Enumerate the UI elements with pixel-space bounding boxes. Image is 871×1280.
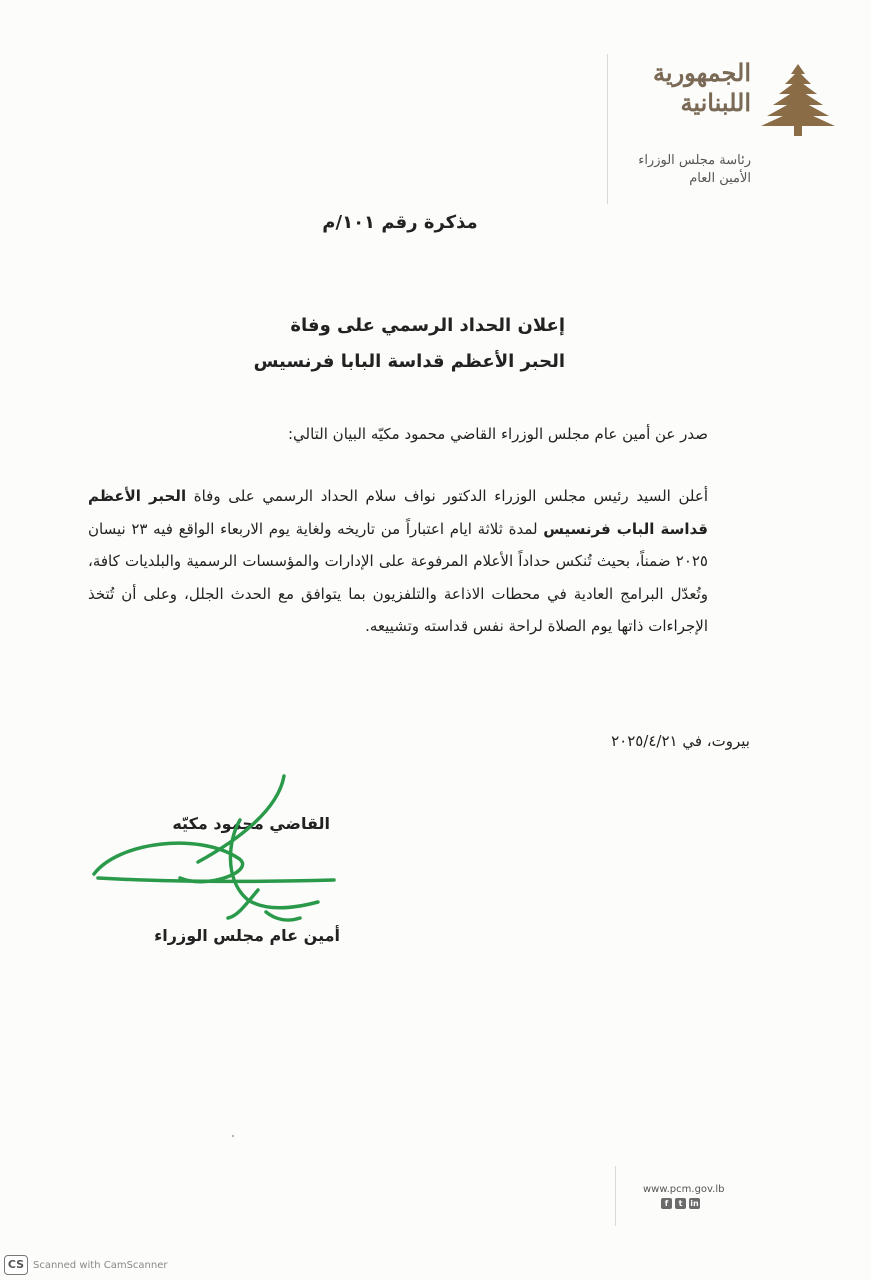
scanner-watermark	[4, 1254, 168, 1276]
letterhead	[607, 54, 837, 204]
signer-title: أمين عام مجلس الوزراء	[154, 926, 340, 945]
cedar-tree-icon	[759, 60, 837, 140]
body-part-1: أعلن السيد رئيس مجلس الوزراء الدكتور نواف سلام الحداد الرسمي على وفاة	[186, 487, 708, 505]
social-icons	[661, 1198, 700, 1209]
memo-number: مذكرة رقم ١٠١/م	[322, 212, 478, 233]
letter-footer	[615, 1166, 735, 1236]
watermark-text: Scanned with CamScanner	[33, 1259, 168, 1271]
title-line-1: إعلان الحداد الرسمي على وفاة	[290, 315, 565, 336]
letterhead-divider	[607, 54, 608, 204]
speck	[232, 1135, 234, 1137]
footer-divider	[615, 1166, 616, 1226]
signer-name: القاضي محمود مكيّه	[172, 814, 330, 833]
body-bold-name: الحبر الأعظم قداسة الباب فرنسيس	[88, 487, 709, 538]
website-link[interactable]: www.pcm.gov.lb	[643, 1184, 725, 1195]
title-line-2: الحبر الأعظم قداسة البابا فرنسيس	[253, 351, 565, 372]
memo-date: بيروت، في ٢٠٢٥/٤/٢١	[611, 732, 750, 750]
linkedin-icon[interactable]: in	[690, 1199, 699, 1208]
republic-wordmark: الجمهورية اللبنانية	[653, 58, 751, 117]
facebook-icon[interactable]: f	[661, 1198, 672, 1209]
handwritten-signature	[88, 770, 348, 930]
camscanner-logo-icon: CS	[4, 1255, 28, 1275]
intro-statement: صدر عن أمين عام مجلس الوزراء القاضي محمود مكيّه البيان التالي:	[287, 425, 708, 443]
twitter-icon[interactable]: t	[675, 1198, 686, 1209]
memo-body	[88, 480, 708, 643]
office-name: رئاسة مجلس الوزراء الأمين العام	[638, 153, 751, 186]
memo-title	[230, 308, 565, 380]
body-part-2: لمدة ثلاثة ايام اعتباراً من تاريخه ولغاية يوم الاربعاء الواقع فيه ٢٣ نيسان ٢٠٢٥ ضمناً، بحيث تُنكس حداداً الأعلام المرفوعة على الإدارات والمؤسسات الرسمية والبلديات كافة، وتُعدّل البرامج العادية في محطات الاذاعة والتلفزيون بما يتوافق مع الحدث الجلل، وعلى أن تُتخذ الإجراءات ذاتها يوم الصلاة لراحة نفس قداسته وتشييعه.	[88, 519, 708, 635]
